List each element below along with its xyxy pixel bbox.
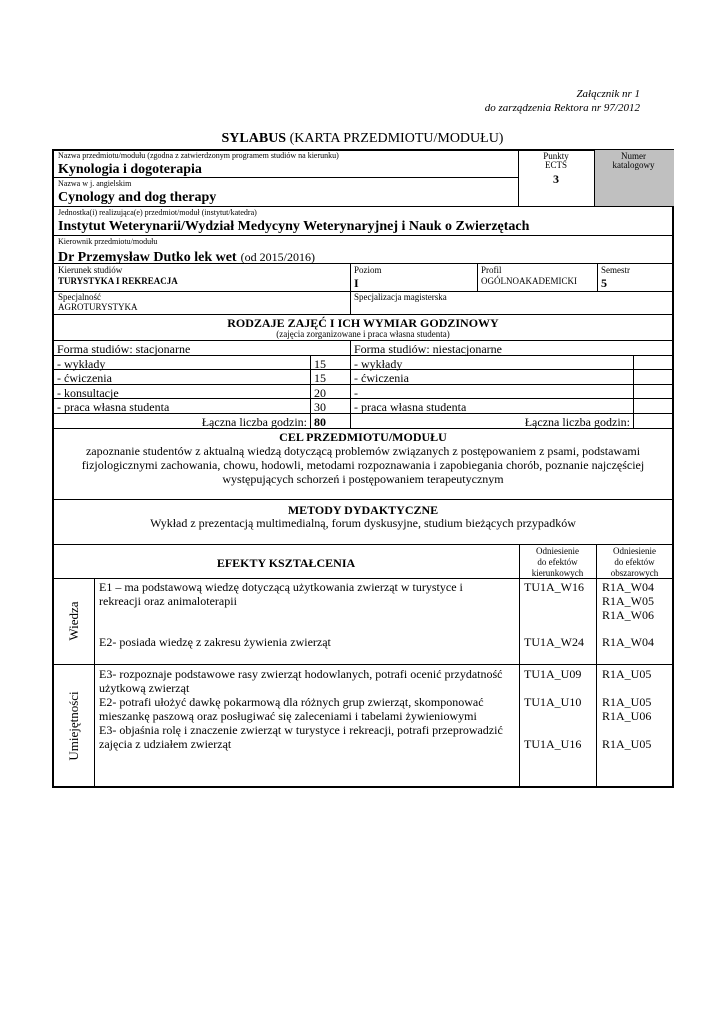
effect-e2-dir: TU1A_W24 <box>524 635 584 649</box>
effect-e5-dir: TU1A_U16 <box>524 737 582 751</box>
nonstationary-row-name: - praca własna studenta <box>354 400 467 414</box>
effect-e3-area: R1A_U05 <box>602 667 652 681</box>
total-hours-value: 80 <box>314 415 326 429</box>
annex-line-1: Załącznik nr 1 <box>576 88 640 100</box>
semester-label: Semestr <box>601 265 630 275</box>
effect-e2-line-1: E2- posiada wiedzę z zakresu żywienia zwierząt <box>99 635 331 649</box>
english-value: Cynology and dog therapy <box>58 190 217 205</box>
goal-line-2: fizjologicznymi zachowania, chowu, hodowli, metodami rozpoznawania i zapobiegania chorób, poznanie najczęściej <box>81 458 645 472</box>
effect-e1-area-3: R1A_W06 <box>602 608 654 622</box>
stationary-row-hours: 15 <box>314 357 326 371</box>
nonstationary-row-name: - <box>354 386 358 400</box>
goal-line-1: zapoznanie studentów z aktualną wiedzą dotyczącą problemów związanych z postępowaniem z psami, podstawami <box>85 444 641 458</box>
manager-value: Dr Przemysław Dutko lek wet <box>58 250 237 265</box>
total-hours-label: Łączna liczba godzin: <box>201 415 307 429</box>
col-dir-3: kierunkowych <box>531 568 584 578</box>
stationary-row-hours: 30 <box>314 400 326 414</box>
effect-e1-area-1: R1A_W04 <box>602 580 654 594</box>
effect-e3-dir: TU1A_U09 <box>524 667 582 681</box>
effects-title: EFEKTY KSZTAŁCENIA <box>216 556 356 570</box>
catalog-label-1: Numer <box>621 151 646 161</box>
stationary-row-name: - konsultacje <box>57 386 119 400</box>
methods-title: METODY DYDAKTYCZNE <box>287 503 439 517</box>
nonstationary-row-name: - wykłady <box>354 357 403 371</box>
title-sub: (KARTA PRZEDMIOTU/MODUŁU) <box>289 131 504 146</box>
effect-e1-line-2: rekreacji oraz animaloterapii <box>99 594 237 608</box>
stationary-row-name: - praca własna studenta <box>57 400 170 414</box>
hours-subtitle: (zajęcia zorganizowane i praca własna studenta) <box>276 329 450 339</box>
goal-line-3: występujących schorzeń i postępowaniem terapeutycznym <box>222 472 504 486</box>
effect-e1-line-1: E1 – ma podstawową wiedzę dotyczącą użytkowania zwierząt w turystyce i <box>99 580 463 594</box>
ects-label-2: ECTS <box>544 160 567 170</box>
level-label: Poziom <box>354 265 382 275</box>
english-label: Nazwa w j. angielskim <box>58 179 132 188</box>
catalog-label-2: katalogowy <box>612 160 655 170</box>
col-area-1: Odniesienie <box>613 546 656 556</box>
subject-value: Kynologia i dogoterapia <box>58 162 202 177</box>
profile-value: OGÓLNOAKADEMICKI <box>481 276 577 286</box>
effect-e4-line-2: mieszankę paszową oraz posługiwać się zaleceniami i tabelami żywieniowymi <box>99 709 477 723</box>
total-hours-label-ns: Łączna liczba godzin: <box>524 415 630 429</box>
specialty-value: AGROTURYSTYKA <box>58 302 138 312</box>
specialty-label: Specjalność <box>58 292 101 302</box>
effect-e3-line-1: E3- rozpoznaje podstawowe rasy zwierząt hodowlanych, potrafi ocenić przydatność <box>99 667 503 681</box>
title-main: SYLABUS <box>221 131 287 146</box>
subject-label: Nazwa przedmiotu/modułu (zgodna z zatwierdzonym programem studiów na kierunku) <box>58 151 339 160</box>
ects-value: 3 <box>553 172 559 186</box>
manager-note: (od 2015/2016) <box>240 250 315 264</box>
effect-e1-area-2: R1A_W05 <box>602 594 654 608</box>
direction-value: TURYSTYKA I REKREACJA <box>58 276 178 286</box>
effect-e5-area: R1A_U05 <box>602 737 652 751</box>
semester-value: 5 <box>601 276 607 290</box>
stationary-row-name: - ćwiczenia <box>57 371 112 385</box>
manager-label: Kierownik przedmiotu/modułu <box>58 237 158 246</box>
col-area-3: obszarowych <box>610 568 659 578</box>
manager <box>58 249 315 265</box>
profile-label: Profil <box>481 265 502 275</box>
methods-text: Wykład z prezentacją multimedialną, forum dyskusyjne, studium bieżących przypadków <box>150 516 576 530</box>
knowledge-label: Wiedza <box>66 601 81 641</box>
level-value: I <box>354 276 359 290</box>
effect-e1-dir: TU1A_W16 <box>524 580 584 594</box>
effect-e5-line-2: zajęcia z udziałem zwierząt <box>99 737 232 751</box>
stationary-row-hours: 20 <box>314 386 326 400</box>
nonstationary-label: Forma studiów: niestacjonarne <box>354 342 502 356</box>
nonstationary-row-name: - ćwiczenia <box>354 371 409 385</box>
effect-e3-line-2: użytkową zwierząt <box>99 681 190 695</box>
master-label: Specjalizacja magisterska <box>354 292 447 302</box>
effect-e2-area: R1A_W04 <box>602 635 654 649</box>
col-dir-1: Odniesienie <box>536 546 579 556</box>
col-area-2: do efektów <box>614 557 655 567</box>
goal-title: CEL PRZEDMIOTU/MODUŁU <box>279 430 447 444</box>
hours-title: RODZAJE ZAJĘĆ I ICH WYMIAR GODZINOWY <box>227 316 499 330</box>
col-dir-2: do efektów <box>537 557 578 567</box>
effect-e4-line-1: E2- potrafi ułożyć dawkę pokarmową dla różnych grup zwierząt, skomponować <box>99 695 484 709</box>
effect-e5-line-1: E3- objaśnia rolę i znaczenie zwierząt w turystyce i rekreacji, potrafi przeprowadzić <box>99 723 503 737</box>
effect-e4-area-1: R1A_U05 <box>602 695 652 709</box>
stationary-row-hours: 15 <box>314 371 326 385</box>
unit-value: Instytut Weterynarii/Wydział Medycyny Weterynaryjnej i Nauk o Zwierzętach <box>58 219 530 234</box>
page-title <box>0 132 725 146</box>
effect-e4-dir: TU1A_U10 <box>524 695 582 709</box>
stationary-label: Forma studiów: stacjonarne <box>57 342 191 356</box>
unit-label: Jednostka(i) realizująca(e) przedmiot/moduł (instytut/katedra) <box>58 208 257 217</box>
ects-label-1: Punkty <box>543 151 569 161</box>
direction-label: Kierunek studiów <box>58 265 123 275</box>
stationary-row-name: - wykłady <box>57 357 106 371</box>
effect-e4-area-2: R1A_U06 <box>602 709 652 723</box>
skills-label: Umiejętności <box>66 691 81 761</box>
annex-line-2: do zarządzenia Rektora nr 97/2012 <box>484 102 640 114</box>
